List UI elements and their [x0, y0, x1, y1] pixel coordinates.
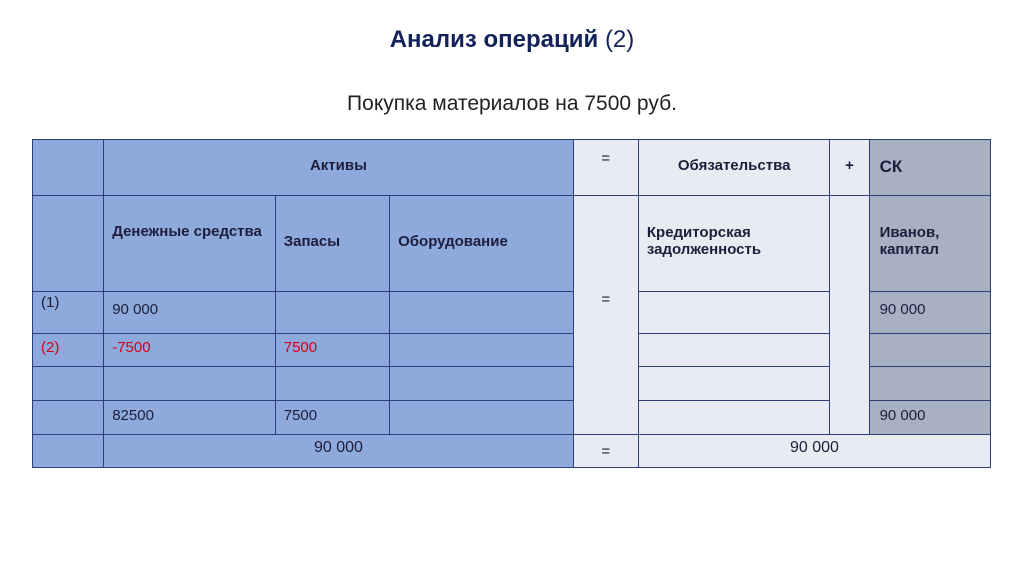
row1-cash: 90 000: [104, 292, 276, 334]
equipment-header: Оборудование: [390, 196, 574, 292]
plus-column: [830, 196, 869, 435]
equals-column: [573, 196, 638, 435]
equals-sign-bottom: =: [573, 435, 638, 468]
row3-capital: [869, 367, 990, 401]
liabilities-header: Обязательства: [638, 140, 830, 196]
row2-stock: 7500: [275, 334, 389, 367]
row3-cash: [104, 367, 276, 401]
row1-stock: [275, 292, 389, 334]
totals-equipment: [390, 401, 574, 435]
row2-equipment: [390, 334, 574, 367]
grand-total-assets: 90 000: [104, 435, 573, 468]
row-label-1: (1): [33, 292, 104, 334]
grand-total-right: 90 000: [638, 435, 990, 468]
row3-equipment: [390, 367, 574, 401]
totals-stock: 7500: [275, 401, 389, 435]
title-number: (2): [604, 26, 635, 53]
row2-cash: -7500: [104, 334, 276, 367]
plus-sign: +: [830, 140, 869, 196]
row1-capital: 90 000: [869, 292, 990, 334]
corner-cell: [33, 140, 104, 196]
page-subtitle: Покупка материалов на 7500 руб.: [347, 92, 677, 115]
row3-stock: [275, 367, 389, 401]
stock-header: Запасы: [275, 196, 389, 292]
grand-label: [33, 435, 104, 468]
title-main: Анализ операций: [389, 26, 599, 53]
row1-equipment: [390, 292, 574, 334]
label-cell-blank: [33, 196, 104, 292]
row1-payables: [638, 292, 830, 334]
cash-header: Денежные средства: [104, 196, 276, 292]
totals-label: [33, 401, 104, 435]
page-title: [0, 26, 1024, 54]
totals-cash: 82500: [104, 401, 276, 435]
row3-label: [33, 367, 104, 401]
assets-header: Активы: [104, 140, 573, 196]
totals-payables: [638, 401, 830, 435]
capital-header: Иванов, капитал: [869, 196, 990, 292]
row3-payables: [638, 367, 830, 401]
equals-sign-header: =: [573, 140, 638, 196]
row2-capital: [869, 334, 990, 367]
balance-table: [32, 139, 991, 468]
row2-payables: [638, 334, 830, 367]
equity-header: СК: [869, 140, 990, 196]
totals-capital: 90 000: [869, 401, 990, 435]
payables-header: Кредиторская задолженность: [638, 196, 830, 292]
equals-sign-middle: =: [601, 291, 611, 308]
row-label-2: (2): [33, 334, 104, 367]
